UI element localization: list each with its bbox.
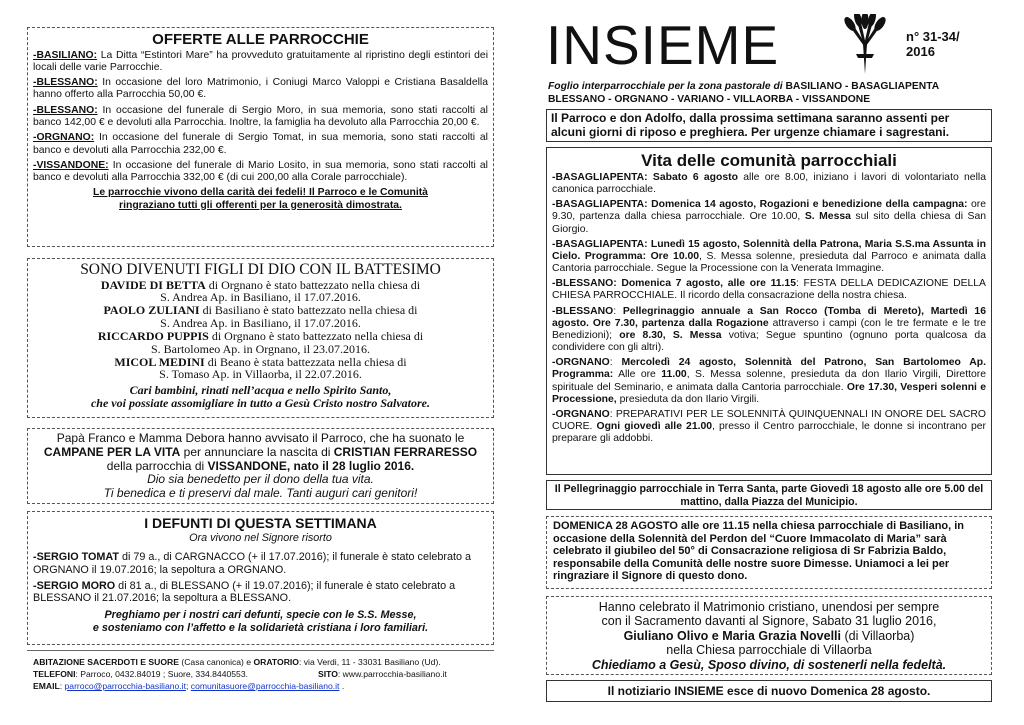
matrimonio-couple: Giuliano Olivo e Maria Grazia Novelli <box>623 628 841 643</box>
campane-line3 <box>33 460 488 474</box>
defunto-text: di 81 a., di BLESSANO (+ il 19.07.2016); il funerale è stato celebrato a BLESSANO il 21.07.2016; la sepoltura a BLESSANO. <box>33 579 456 605</box>
vita-item-text: : <box>609 357 622 369</box>
offerta-item <box>33 50 488 75</box>
battesimo-entry-place: S. Bartolomeo Ap. in Orgnano, il 23.07.2016. <box>150 341 371 356</box>
footer-phones <box>33 669 493 681</box>
vita-item-text: , presso il Centro parrocchiale, le donne si incontrano per preparare gli addobbi. <box>552 421 986 445</box>
matrimonio-line5: Chiediamo a Gesù, Sposo divino, di sostenerli nella fedeltà. <box>591 657 947 672</box>
vita-item <box>552 357 986 406</box>
vita-item-lead: -BASAGLIAPENTA: Sabato 6 agosto <box>552 171 738 183</box>
footer-address-street: : via Verdi, 11 - 33031 Basiliano (Ud). <box>298 657 441 667</box>
vita-item-text: presieduta da don Ilario Virgili. <box>616 393 760 405</box>
vita-section <box>546 147 992 475</box>
offerta-text: In occasione del funerale di Sergio Moro, in sua memoria, sono stati raccolti al banco 142,00 € e devoluti alla Parrocchia. Inoltre, la famiglia ha devoluto alla Parrocchia 20,00 €. <box>33 104 488 129</box>
defunti-list <box>33 551 488 605</box>
offerta-item <box>33 160 488 185</box>
defunto-text: di 79 a., di CARGNACCO (+ il 17.07.2016); il funerale è stato celebrato a ORGNANO il 19.07.2016; la sepoltura a ORGNANO. <box>33 551 471 576</box>
footer-email-sep: : <box>59 680 65 691</box>
defunto-name: -SERGIO MORO <box>33 579 116 592</box>
vita-item-text: , S. Messa solenne, presieduta da don Ilario Virgili, Direttore spirituale del Seminario, e animata dalla Cantoria parrocchiale. <box>552 369 986 393</box>
footer-email-label: EMAIL <box>33 680 60 691</box>
vita-item-highlight: ore 8.30, S. Messa <box>619 329 722 341</box>
vita-item-lead: -BASAGLIAPENTA: Lunedì 15 agosto, Solennità della Patrona, Maria S.S.ma Assunta in Cielo. <box>552 238 986 262</box>
vita-item-text: , S. Messa solenne, presieduta dal Parroco e animata dalla Cantoria parrocchiale. Segue la Processione con la Venerata Immagine. <box>552 250 986 275</box>
vita-title: Vita delle comunità parrocchiali <box>641 151 897 170</box>
battesimo-entry-text: di Orgnano è stato battezzato nella chiesa di <box>205 277 421 292</box>
battesimo-child-name: DAVIDE DI BETTA <box>100 277 206 292</box>
masthead-subtitle <box>548 80 993 107</box>
offerte-section <box>27 27 494 247</box>
battesimo-child-name: RICCARDO PUPPIS <box>97 328 209 343</box>
vita-item-text: attraverso i campi (con le tre fermate e le tre Benedizioni); <box>552 317 986 341</box>
footer-email-end: . <box>339 680 345 691</box>
masthead-title: INSIEME <box>546 14 780 76</box>
vita-item-highlight: Programma: Ore 10.00 <box>580 250 700 262</box>
campane-line5: Ti benedica e ti preservi dal male. Tanti auguri cari genitori! <box>103 486 418 501</box>
offerta-item <box>33 105 488 130</box>
offerte-closing-line2: ringraziano tutti gli offerenti per la generosità dimostrata. <box>119 199 402 211</box>
vita-item-highlight: Ogni giovedì alle 21.00 <box>596 421 713 433</box>
battesimo-entry-text: di Beano è stata battezzata nella chiesa di <box>204 354 407 369</box>
offerte-closing-line1: Le parrocchie vivono della carità dei fedeli! Il Parroco e le Comunità <box>93 187 428 199</box>
campane-parish-label: della parrocchia di <box>106 458 208 473</box>
avviso-text: Il Parroco e don Adolfo, dalla prossima settimana saranno assenti per alcuni giorni di riposo e preghiera. Per urgenze chiamare i sagrestani. <box>551 111 950 139</box>
vita-item-text: sul sito della chiesa di San Giorgio. <box>552 211 986 235</box>
notiziario-box <box>546 680 992 702</box>
vita-item-lead: -BLESSANO <box>552 305 614 317</box>
campane-line4: Dio sia benedetto per il dono della tua vita. <box>147 472 374 487</box>
campane-line2 <box>33 446 488 460</box>
offerta-text: In occasione del funerale di Mario Losito, in sua memoria, sono stati raccolti al banco e devoluti alla Parrocchia 332,00 € (di cui 200,00 alla Corale parrocchiale). <box>33 159 488 184</box>
vita-item <box>552 409 986 446</box>
matrimonio-line1: Hanno celebrato il Matrimonio cristiano, unendosi per sempre <box>598 600 940 614</box>
footer-address-text: (Casa canonica) e <box>178 657 254 667</box>
defunto-name: -SERGIO TOMAT <box>33 551 119 564</box>
vita-item-highlight: 11.00 <box>661 369 687 381</box>
battesimo-entry-place: S. Tomaso Ap. in Villaorba, il 22.07.2016. <box>159 367 362 382</box>
battesimo-entry <box>33 330 488 343</box>
vita-item-text: : FESTA DELLA DEDICAZIONE DELLA CHIESA PARROCCHIALE. Il ricordo della consacrazione della nostra chiesa. <box>552 278 986 302</box>
vita-item <box>552 306 986 355</box>
offerta-item <box>33 77 488 102</box>
vita-item <box>552 172 986 196</box>
vita-item-highlight: Ore 17.30, Vesperi solenni e Processione, <box>552 381 987 405</box>
offerta-text: In occasione del funerale di Sergio Tomat, in sua memoria, sono stati raccolti al banco e devoluti alla Parrocchia 232,00 €. <box>33 132 488 156</box>
vita-item-highlight: Mercoledì 24 agosto, Solennità del Patrono, San Bartolomeo Ap. Programma: <box>552 357 986 381</box>
masthead-subtitle-line2: BLESSANO - ORGNANO - VARIANO - VILLAORBA - VISSANDONE <box>548 94 871 106</box>
offerte-list <box>33 50 488 185</box>
battesimo-child-name: MICOL MEDINI <box>114 354 205 369</box>
issue-number-line1: n° 31-34/ <box>906 29 960 44</box>
vita-item-lead: -ORGNANO <box>552 408 610 420</box>
domenica28-text: DOMENICA 28 AGOSTO alle ore 11.15 nella chiesa parrocchiale di Basiliano, in occasione della Solennità del Perdon del “Cuore Immacolato di Maria” sarà celebrato il giubileo del 50° di Consacrazione religiosa di Sr Fabrizia Baldo, responsabile della Comunità delle nostre suore Dimesse. Uniamoci a lei per ringraziare il Signore di questo dono. <box>553 520 965 583</box>
issue-number <box>906 30 960 60</box>
vita-item-highlight: Pellegrinaggio annuale a San Rocco (Tomba di Mereto), Martedì 16 agosto. Ore 7.30, partenza dalla Rogazione <box>552 305 986 329</box>
masthead-subtitle-line1 <box>548 80 993 93</box>
vita-item-text: ore 9.30, partenza dalla chiesa parrocchiale. Ore 10.00, <box>552 199 986 223</box>
vita-item-text: : PREPARATIVI PER LE SOLENNITÀ QUINQUENNALI IN ONORE DEL SACRO CUORE. <box>552 408 986 433</box>
pellegrinaggio-text: Il Pellegrinaggio parrocchiale in Terra Santa, parte Giovedì 18 agosto alle ore 5.00 del mattino, dalla Piazza del Municipio. <box>554 483 984 508</box>
issue-number-line2: 2016 <box>906 43 935 59</box>
contacts-footer <box>33 657 493 693</box>
campane-section <box>27 428 494 504</box>
avviso-box <box>546 109 992 142</box>
defunto-item <box>33 551 488 576</box>
defunti-subtitle: Ora vivono nel Signore risorto <box>189 531 332 544</box>
matrimonio-box <box>546 596 992 675</box>
offerta-parish: -VISSANDONE: <box>33 159 109 171</box>
battesimo-list <box>33 279 488 382</box>
masthead-subtitle-intro: Foglio interparrocchiale per la zona pastorale di <box>548 81 783 92</box>
vita-item <box>552 278 986 302</box>
matrimonio-line2: con il Sacramento davanti al Signore, Sabato 31 luglio 2016, <box>601 614 937 629</box>
vita-item <box>552 239 986 276</box>
offerta-parish: -BASILIANO: <box>33 49 98 61</box>
vita-item-text: : <box>613 305 623 317</box>
footer-divider <box>27 650 494 651</box>
vita-item-text: alle ore 8.00, iniziano i lavori di volontariato nella canonica parrocchiale. <box>552 171 986 196</box>
battesimo-title: SONO DIVENUTI FIGLI DI DIO CON IL BATTESIMO <box>80 261 441 278</box>
campane-child-name: CRISTIAN FERRARESSO <box>333 444 478 459</box>
battesimo-wish-line2: che voi possiate assomigliare in tutto a Gesù Cristo nostro Salvatore. <box>90 396 431 411</box>
domenica28-box <box>546 516 992 589</box>
matrimonio-line4: nella Chiesa parrocchiale di Villaorba <box>666 643 872 658</box>
vita-item-lead: -ORGNANO <box>552 357 610 369</box>
email-suore-link[interactable]: comunitasuore@parrocchia-basiliano.it <box>190 680 340 691</box>
footer-site-label: SITO <box>317 668 338 679</box>
footer-email-sep2: ; <box>185 680 191 691</box>
vita-item-highlight: S. Messa <box>804 211 851 223</box>
vita-item-lead: -BLESSANO: Domenica 7 agosto, alle ore 11.15 <box>552 278 796 290</box>
notiziario-text: Il notiziario INSIEME esce di nuovo Domenica 28 agosto. <box>607 684 931 698</box>
battesimo-wish-line1: Cari bambini, rinati nell’acqua e nello Spirito Santo, <box>129 383 392 398</box>
vita-item-text: votiva; Segue spuntino (ognuno porta qualcosa da condividere con gli altri). <box>552 329 986 354</box>
battesimo-entry-text: di Orgnano è stato battezzato nella chiesa di <box>208 328 424 343</box>
vita-item-text: Alle ore <box>613 369 662 381</box>
pellegrinaggio-box <box>546 480 992 510</box>
footer-address-label: ABITAZIONE SACERDOTI E SUORE <box>33 657 179 667</box>
battesimo-entry-place: S. Andrea Ap. in Basiliano, il 17.07.2016. <box>160 290 361 305</box>
offerte-closing <box>33 187 488 212</box>
campane-line1: Papà Franco e Mamma Debora hanno avvisato il Parroco, che ha suonato le <box>56 431 465 445</box>
vita-item <box>552 199 986 236</box>
footer-address <box>33 657 493 669</box>
wheat-sheaf-icon <box>842 14 888 76</box>
campane-parish: VISSANDONE, nato il 28 luglio 2016. <box>207 458 415 473</box>
campane-text: per annunciare la nascita di <box>180 444 334 459</box>
defunti-prayer-line1: Preghiamo per i nostri cari defunti, specie con le S.S. Messe, <box>104 609 417 622</box>
footer-phones-label: TELEFONI <box>33 668 76 679</box>
vita-item-lead: -BASAGLIAPENTA: Domenica 14 agosto, Rogazioni e benedizione della campagna: <box>552 199 968 211</box>
footer-site-link[interactable]: : www.parrocchia-basiliano.it <box>337 668 447 679</box>
defunti-title: I DEFUNTI DI QUESTA SETTIMANA <box>144 515 377 531</box>
footer-phones-text: : Parroco, 0432.84019 ; Suore, 334.8440553. <box>75 668 248 679</box>
offerta-parish: -ORGNANO: <box>33 132 95 144</box>
offerta-text: La Ditta “Estintori Mare” ha provveduto gratuitamente al ripristino degli estintori dei locali delle varie Parrocchie. <box>33 49 488 73</box>
matrimonio-line3 <box>552 629 986 643</box>
battesimo-child-name: PAOLO ZULIANI <box>103 303 200 318</box>
battesimo-entry-place: S. Andrea Ap. in Basiliano, il 17.07.2016. <box>160 316 361 331</box>
campane-title: CAMPANE PER LA VITA <box>43 444 181 459</box>
battesimo-section <box>27 258 494 418</box>
offerta-parish: -BLESSANO: <box>33 77 98 89</box>
footer-email <box>33 681 493 693</box>
battesimo-wish <box>33 384 488 410</box>
defunti-prayer-line2: e sosteniamo con l’affetto e la solidarietà cristiana i loro familiari. <box>92 621 429 634</box>
defunti-prayer <box>33 609 488 634</box>
email-parroco-link[interactable]: parroco@parrocchia-basiliano.it <box>64 680 186 691</box>
defunti-section <box>27 511 494 645</box>
offerte-title: OFFERTE ALLE PARROCCHIE <box>152 31 369 48</box>
defunto-item <box>33 580 488 605</box>
offerta-text: In occasione del loro Matrimonio, i Coniugi Marco Valoppi e Cristiana Basaldella hanno offerto alla Parrocchia 50,00 €. <box>33 77 488 101</box>
battesimo-entry-text: di Basiliano è stato battezzato nella chiesa di <box>199 303 418 318</box>
matrimonio-village: (di Villaorba) <box>841 628 915 643</box>
vita-list <box>552 172 986 446</box>
offerta-item <box>33 132 488 157</box>
offerta-parish: -BLESSANO: <box>33 104 98 116</box>
masthead-subtitle-parishes1: BASILIANO - BASAGLIAPENTA <box>782 81 940 92</box>
footer-oratorio-label: ORATORIO <box>253 657 299 667</box>
